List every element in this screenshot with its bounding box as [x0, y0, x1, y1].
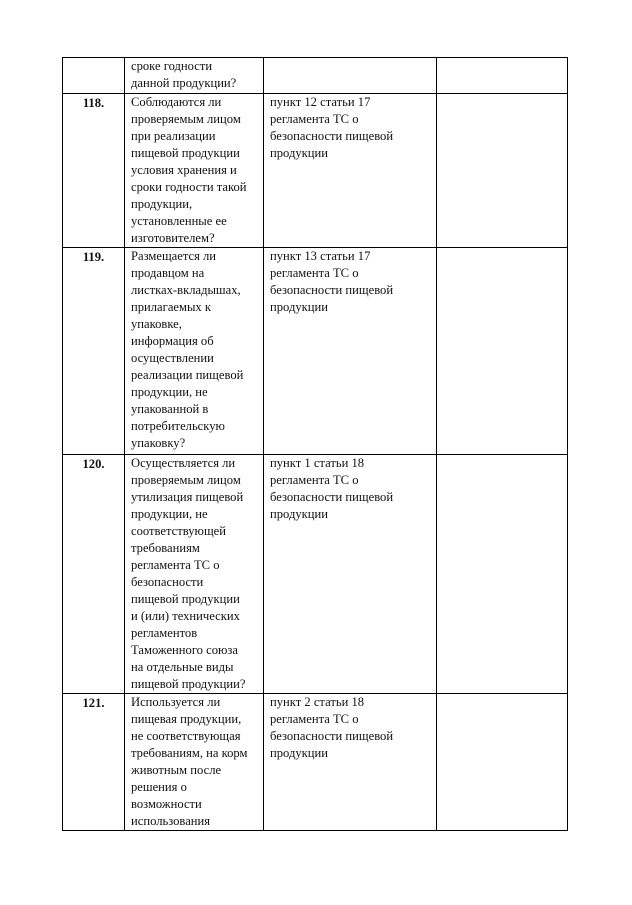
table-row [63, 94, 568, 248]
table-row [63, 694, 568, 831]
note-cell [437, 694, 568, 831]
note-cell [437, 58, 568, 94]
table-row [63, 58, 568, 94]
item-number: 119. [63, 248, 125, 455]
note-cell [437, 455, 568, 694]
question-text: сроке годности данной продукции? [125, 58, 264, 94]
question-text: Соблюдаются ли проверяемым лицом при реализации пищевой продукции условия хранения и сроки годности такой продукции, установленные ее изготовителем? [125, 94, 264, 248]
note-cell [437, 248, 568, 455]
note-cell [437, 94, 568, 248]
question-text: Используется ли пищевая продукции, не соответствующая требованиям, на корм животным после решения о возможности использования [125, 694, 264, 831]
checklist-table [62, 57, 568, 831]
legal-reference: пункт 2 статьи 18 регламента ТС о безопасности пищевой продукции [264, 694, 437, 831]
question-text: Осуществляется ли проверяемым лицом утилизация пищевой продукции, не соответствующей требованиям регламента ТС о безопасности пищевой продукции и (или) технических регламентов Таможенного союза на отдельные виды пищевой продукции? [125, 455, 264, 694]
legal-reference [264, 58, 437, 94]
legal-reference: пункт 1 статьи 18 регламента ТС о безопасности пищевой продукции [264, 455, 437, 694]
table-row [63, 455, 568, 694]
item-number: 118. [63, 94, 125, 248]
item-number: 121. [63, 694, 125, 831]
legal-reference: пункт 12 статьи 17 регламента ТС о безопасности пищевой продукции [264, 94, 437, 248]
item-number: 120. [63, 455, 125, 694]
legal-reference: пункт 13 статьи 17 регламента ТС о безопасности пищевой продукции [264, 248, 437, 455]
table-row [63, 248, 568, 455]
item-number [63, 58, 125, 94]
question-text: Размещается ли продавцом на листках-вкладышах, прилагаемых к упаковке, информация об осуществлении реализации пищевой продукции, не упакованной в потребительскую упаковку? [125, 248, 264, 455]
